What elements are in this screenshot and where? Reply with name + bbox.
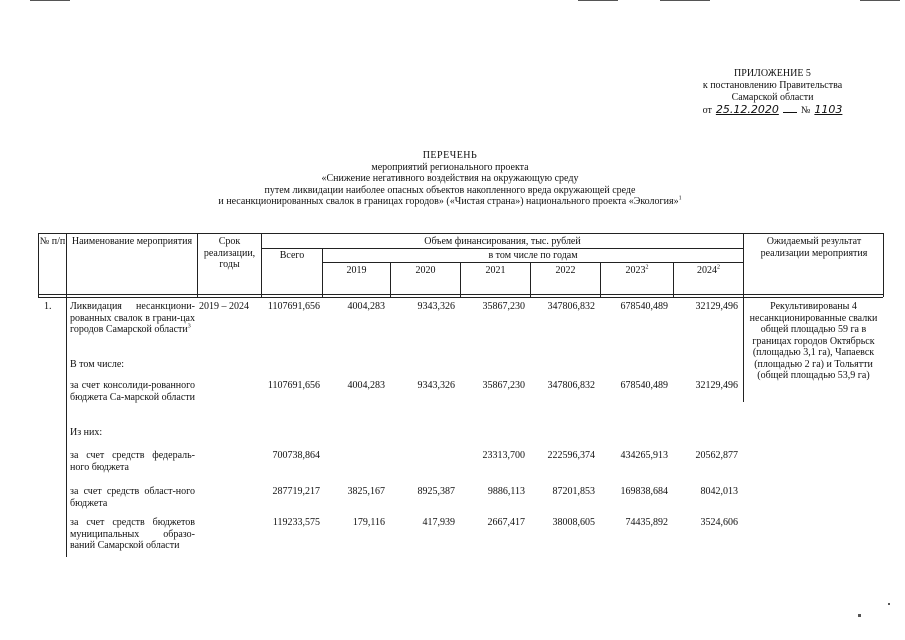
row4-total: 700738,864 [272,450,320,461]
row6-2021: 2667,417 [487,517,525,528]
header-year-2019: 2019 [346,265,367,276]
heading-line4: и несанкционированных свалок в границах городов» («Чистая страна») национального проекта «Экология»$^1$ [218,195,682,207]
row2-2024: 32129,496 [695,380,738,391]
row2-2022: 347806,832 [547,380,595,391]
row-label-2: за счет консолиди-рованного бюджета Са-марской области [70,380,195,403]
row-label-4: за счет средств федераль-ного бюджета [70,450,195,473]
row5-2024: 8042,013 [700,486,738,497]
row-label-3: Из них: [70,427,103,438]
appendix-title: ПРИЛОЖЕНИЕ 5 [734,68,811,79]
row6-total: 119233,575 [272,517,320,528]
row5-2021: 9886,113 [487,486,525,497]
row0-2023: 678540,489 [620,301,668,312]
row-label-1: В том числе: [70,359,125,370]
row6-2019: 179,116 [352,517,385,528]
row0-2019: 4004,283 [347,301,385,312]
row5-2022: 87201,853 [552,486,595,497]
expected-result: Рекультивированы 4 несанкционированные свалки общей площадью 59 га в границах городов Октябрьск (площадью 3,1 га), Чапаевск (площадью 2 га) и Тольятти (общей площадью 53,9 га) [749,301,878,381]
row4-2023: 434265,913 [620,450,668,461]
header-year-2023: 2023$^2$ [625,264,649,276]
header-by-years: в том числе по годам [488,250,578,261]
scan-mark [30,0,70,1]
row2-2020: 9343,326 [417,380,455,391]
number-prefix: № [800,105,811,116]
row-label-5: за счет средств област-ного бюджета [70,486,195,509]
appendix-line1: к постановлению Правительства [702,80,843,91]
scan-mark [660,0,710,1]
header-year-2024: 2024$^2$ [697,264,720,276]
scan-mark [858,614,861,617]
header-name: Наименование мероприятия [71,236,193,247]
row2-2023: 678540,489 [620,380,668,391]
header-year-2022: 2022 [555,265,576,276]
appendix-block [680,68,865,117]
heading-line2: «Снижение негативного воздействия на окружающую среду [321,173,579,184]
heading-title: ПЕРЕЧЕНЬ [422,150,478,161]
row6-2024: 3524,606 [700,517,738,528]
date-prefix: от [702,105,712,116]
row6-2022: 38008,605 [552,517,595,528]
row2-2019: 4004,283 [347,380,385,391]
header-total: Всего [279,250,305,261]
header-result: Ожидаемый результат реализации мероприятия [760,236,868,259]
scan-mark [888,603,890,605]
header-funding: Объем финансирования, тыс. рублей [424,236,581,247]
row2-total: 1107691,656 [267,380,320,391]
row5-2019: 3825,167 [347,486,385,497]
row5-2023: 169838,684 [620,486,668,497]
row6-2023: 74435,892 [625,517,668,528]
row4-2024: 20562,877 [695,450,738,461]
row0-2022: 347806,832 [547,301,595,312]
row0-2024: 32129,496 [695,301,738,312]
scan-mark [578,0,618,1]
row5-2020: 8925,387 [417,486,455,497]
scan-mark [860,0,900,1]
heading-line3: путем ликвидации наиболее опасных объектов накопленного вреда окружающей среде [264,184,636,196]
row0-2021: 35867,230 [482,301,525,312]
header-year-2021: 2021 [485,265,506,276]
row0-total: 1107691,656 [267,301,320,312]
row6-2020: 417,939 [422,517,455,528]
row-label-6: за счет средств бюджетов муниципальных образо-ваний Самарской области [70,517,195,551]
date-value: 25.12.2020 [715,103,779,116]
header-term: Срок реализации, годы [203,236,256,270]
appendix-line2: Самарской области [731,92,814,103]
row-number: 1. [44,301,52,312]
header-year-2020: 2020 [415,265,436,276]
row4-2022: 222596,374 [547,450,595,461]
heading-line1: мероприятий регионального проекта [371,161,529,173]
row0-2020: 9343,326 [417,301,455,312]
number-value: 1103 [814,103,843,116]
row4-2021: 23313,700 [482,450,525,461]
document-heading [190,150,710,208]
row-term: 2019 – 2024 [199,301,249,312]
row2-2021: 35867,230 [482,380,525,391]
row5-total: 287719,217 [272,486,320,497]
header-no: № п/п [39,236,66,247]
appendix-date-row [680,104,865,117]
row-label-0: Ликвидация несанкциони-рованных свалок в грани-цах городов Самарской области$^3$ [70,301,195,335]
